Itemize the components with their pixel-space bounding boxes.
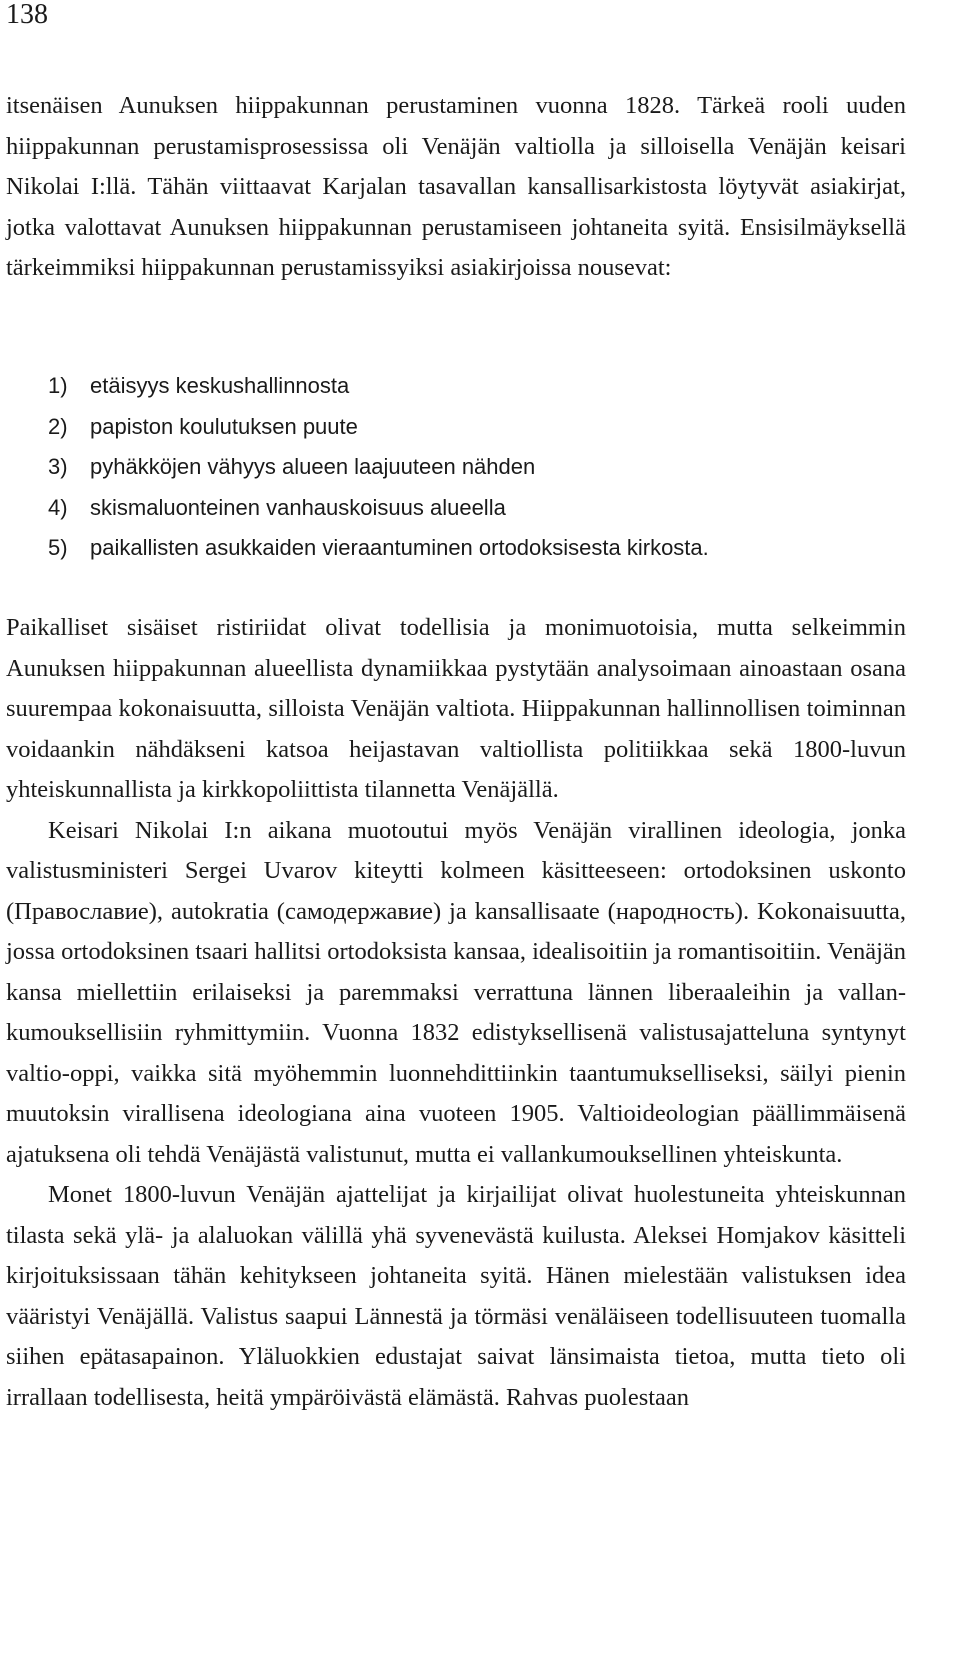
list-item-text: etäisyys keskushallinnosta xyxy=(90,373,350,398)
list-item xyxy=(48,366,908,407)
list-item xyxy=(48,407,908,448)
list-item-number: 4) xyxy=(48,494,68,520)
page-number: 138 xyxy=(6,0,48,30)
intro-section xyxy=(6,86,906,289)
list-item-number: 5) xyxy=(48,535,68,560)
body-paragraph-2: Keisari Nikolai I:n aikana muotoutui myös Venäjän virallinen ideologia, jonka valistusministeri Sergei Uvarov kiteytti kolmeen käsitteeseen: ortodoksinen uskonto (Православие), autokratia (самодержавие) ja kansallisaate (народность). Kokonaisuutta, jossa ortodoksinen tsaari hallitsi ortodoksista kansaa, idealisoitiin ja romantisoitiin. Venäjän kansa miellettiin erilaiseksi ja paremmaksi verrattuna lännen liberaaleihin ja vallankumouksellisiin ryhmittymiin. Vuonna 1832 edistyksellisenä valistusajatteluna syntynyt valtio-oppi, vaikka sitä myöhemmin luonnehdittiinkin taantumukselliseksi, säilyi pienin muutoksin virallisena ideologiana aina vuoteen 1905. Valtioideologian päällimmäisenä ajatuksena oli tehdä Venäjästä valistunut, mutta ei vallankumouksellinen yhteiskunta. xyxy=(6,816,906,1168)
body-paragraph-3: Monet 1800-luvun Venäjän ajattelijat ja kirjailijat olivat huolestuneita yhteiskunnan tilasta sekä ylä- ja alaluokan välillä yhä syvenevästä kuilusta. Aleksei Homjakov käsitteli kirjoituksissaan tähän kehitykseen johtaneita syitä. Hänen mielestään valistuksen idea vääristyi Venäjällä. Valistus saapui Lännestä ja törmäsi venäläiseen todellisuuteen tuomalla siihen epätasapainon. Yläluokkien edustajat saivat länsimaista tietoa, mutta tieto oli irrallaan todellisesta, heitä ympäröivästä elämästä. Rahvas puolestaan xyxy=(6,1181,906,1411)
body-paragraph-1: Paikalliset sisäiset ristiriidat olivat todellisia ja monimuotoisia, mutta selkeimmin Aunuksen hiippakunnan alueellista dynamiikkaa pystytään analysoimaan ainoastaan osana suurempaa kokonaisuutta, silloista Venäjän valtiota. Hiippakunnan hallinnollisen toiminnan voidaankin nähdäkseni katsoa heijastavan valtiollista politiikkaa sekä 1800-luvun yhteiskunnallista ja kirkkopoliittista tilannetta Venäjällä. xyxy=(6,614,906,803)
list-item xyxy=(48,447,908,488)
reasons-list xyxy=(48,366,908,569)
list-item-text: papiston koulutuksen puute xyxy=(90,413,358,439)
list-item-number: 1) xyxy=(48,373,68,398)
list-item xyxy=(48,488,908,529)
list-item-text: skismaluonteinen vanhauskoisuus alueella xyxy=(90,494,506,520)
list-item-number: 2) xyxy=(48,413,68,439)
body-section xyxy=(6,608,906,1418)
list-item-number: 3) xyxy=(48,454,68,479)
list-item-text: paikallisten asukkaiden vieraantuminen ortodoksisesta kirkosta. xyxy=(90,535,709,560)
list-item xyxy=(48,528,908,569)
intro-paragraph: itsenäisen Aunuksen hiippakunnan perustaminen vuonna 1828. Tärkeä rooli uuden hiippakunnan perustamisprosessissa oli Venäjän valtiolla ja silloisella Venäjän keisari Nikolai I:llä. Tähän viittaavat Karjalan tasavallan kansallisarkistosta löytyvät asiakirjat, jotka valottavat Aunuksen hiippakunnan perustamiseen johtaneita syitä. Ensisilmäyksellä tärkeimmiksi hiippakunnan perustamissyiksi asiakirjoissa nousevat: xyxy=(6,92,906,281)
list-item-text: pyhäkköjen vähyys alueen laajuuteen nähden xyxy=(90,454,536,479)
